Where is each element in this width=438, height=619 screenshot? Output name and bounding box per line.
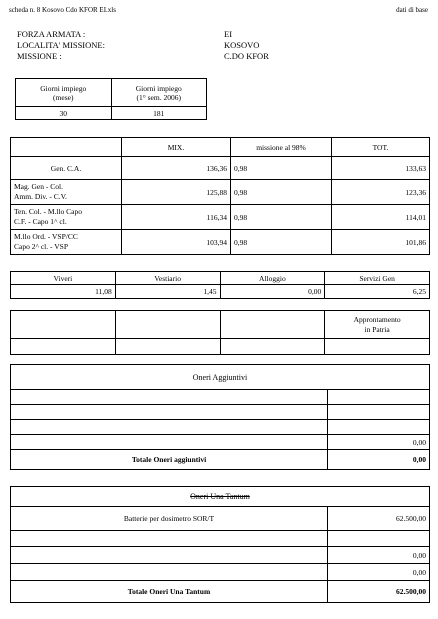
approntamento-label: Approntamento in Patria bbox=[325, 311, 430, 339]
servizi-value: 1,45 bbox=[115, 285, 220, 299]
rate-tot: 123,36 bbox=[332, 180, 430, 205]
servizi-header: Viveri bbox=[11, 272, 116, 285]
oneri-row-label bbox=[11, 435, 328, 450]
oneri-aggiuntivi-title: Oneri Aggiuntivi bbox=[11, 365, 430, 390]
rate-pct: 0,98 bbox=[231, 230, 332, 255]
file-name: scheda n. 8 Kosovo Cdo KFOR EI.xls bbox=[9, 6, 116, 14]
oneri-una-tantum-title: Oneri Una Tantum bbox=[11, 487, 430, 507]
una-tantum-row-label bbox=[11, 564, 328, 581]
rate-mix: 125,88 bbox=[122, 180, 231, 205]
label-localita: LOCALITA' MISSIONE: bbox=[17, 40, 105, 50]
rates-table bbox=[10, 137, 430, 255]
rate-tot: 114,01 bbox=[332, 205, 430, 230]
rates-header-pct: missione al 98% bbox=[231, 138, 332, 157]
oneri-row-value: 0,00 bbox=[328, 435, 430, 450]
giorni-header-sem: Giorni impiego (1° sem. 2006) bbox=[111, 79, 207, 107]
servizi-header: Vestiario bbox=[115, 272, 220, 285]
oneri-row-label bbox=[11, 390, 328, 405]
rate-label: M.llo Ord. - VSP/CC Capo 2^ cl. - VSP bbox=[11, 230, 122, 255]
label-forza-armata: FORZA ARMATA : bbox=[17, 29, 86, 39]
value-localita: KOSOVO bbox=[224, 40, 260, 50]
approntamento-cell bbox=[325, 339, 430, 355]
una-tantum-row-value bbox=[328, 531, 430, 547]
approntamento-cell bbox=[11, 311, 116, 339]
servizi-value: 0,00 bbox=[220, 285, 325, 299]
oneri-aggiuntivi-total-label: Totale Oneri aggiuntivi bbox=[11, 450, 328, 470]
servizi-header: Servizi Gen bbox=[325, 272, 430, 285]
rate-mix: 116,34 bbox=[122, 205, 231, 230]
giorni-value-mese: 30 bbox=[16, 107, 112, 120]
servizi-header: Alloggio bbox=[220, 272, 325, 285]
oneri-row-label bbox=[11, 420, 328, 435]
rate-pct: 0,98 bbox=[231, 157, 332, 180]
una-tantum-row-value: 0,00 bbox=[328, 547, 430, 564]
approntamento-cell bbox=[11, 339, 116, 355]
giorni-value-sem: 181 bbox=[111, 107, 207, 120]
una-tantum-row-label bbox=[11, 531, 328, 547]
servizi-value: 11,08 bbox=[11, 285, 116, 299]
giorni-header-mese: Giorni impiego (mese) bbox=[16, 79, 112, 107]
rate-tot: 101,86 bbox=[332, 230, 430, 255]
rate-label: Mag. Gen - Col. Amm. Div. - C.V. bbox=[11, 180, 122, 205]
rate-tot: 133,63 bbox=[332, 157, 430, 180]
rate-pct: 0,98 bbox=[231, 205, 332, 230]
una-tantum-row-value: 62.500,00 bbox=[328, 507, 430, 531]
rate-mix: 136,36 bbox=[122, 157, 231, 180]
rates-header-tot: TOT. bbox=[332, 138, 430, 157]
sheet-label: dati di base bbox=[396, 6, 428, 14]
oneri-row-value bbox=[328, 390, 430, 405]
rate-label: Gen. C.A. bbox=[11, 157, 122, 180]
value-missione: C.DO KFOR bbox=[224, 51, 269, 61]
oneri-row-label bbox=[11, 405, 328, 420]
oneri-una-tantum-table bbox=[10, 486, 430, 603]
una-tantum-row-label: Batterie per dosimetro SOR/T bbox=[11, 507, 328, 531]
approntamento-cell bbox=[220, 339, 325, 355]
oneri-aggiuntivi-total-value: 0,00 bbox=[328, 450, 430, 470]
rates-header-blank bbox=[11, 138, 122, 157]
oneri-row-value bbox=[328, 420, 430, 435]
oneri-row-value bbox=[328, 405, 430, 420]
oneri-aggiuntivi-table bbox=[10, 364, 430, 470]
approntamento-cell bbox=[220, 311, 325, 339]
approntamento-cell bbox=[115, 339, 220, 355]
info-labels bbox=[17, 29, 105, 62]
oneri-una-tantum-total-value: 62.500,00 bbox=[328, 581, 430, 603]
servizi-value: 6,25 bbox=[325, 285, 430, 299]
label-missione: MISSIONE : bbox=[17, 51, 62, 61]
una-tantum-row-label bbox=[11, 547, 328, 564]
value-forza-armata: EI bbox=[224, 29, 233, 39]
approntamento-table bbox=[10, 310, 430, 355]
rates-header-mix: MIX. bbox=[122, 138, 231, 157]
info-values bbox=[224, 29, 269, 62]
rate-label: Ten. Col. - M.llo Capo C.F. - Capo 1^ cl. bbox=[11, 205, 122, 230]
oneri-una-tantum-total-label: Totale Oneri Una Tantum bbox=[11, 581, 328, 603]
approntamento-cell bbox=[115, 311, 220, 339]
rate-mix: 103,94 bbox=[122, 230, 231, 255]
servizi-table bbox=[10, 271, 430, 299]
rate-pct: 0,98 bbox=[231, 180, 332, 205]
giorni-table bbox=[15, 78, 207, 120]
una-tantum-row-value: 0,00 bbox=[328, 564, 430, 581]
